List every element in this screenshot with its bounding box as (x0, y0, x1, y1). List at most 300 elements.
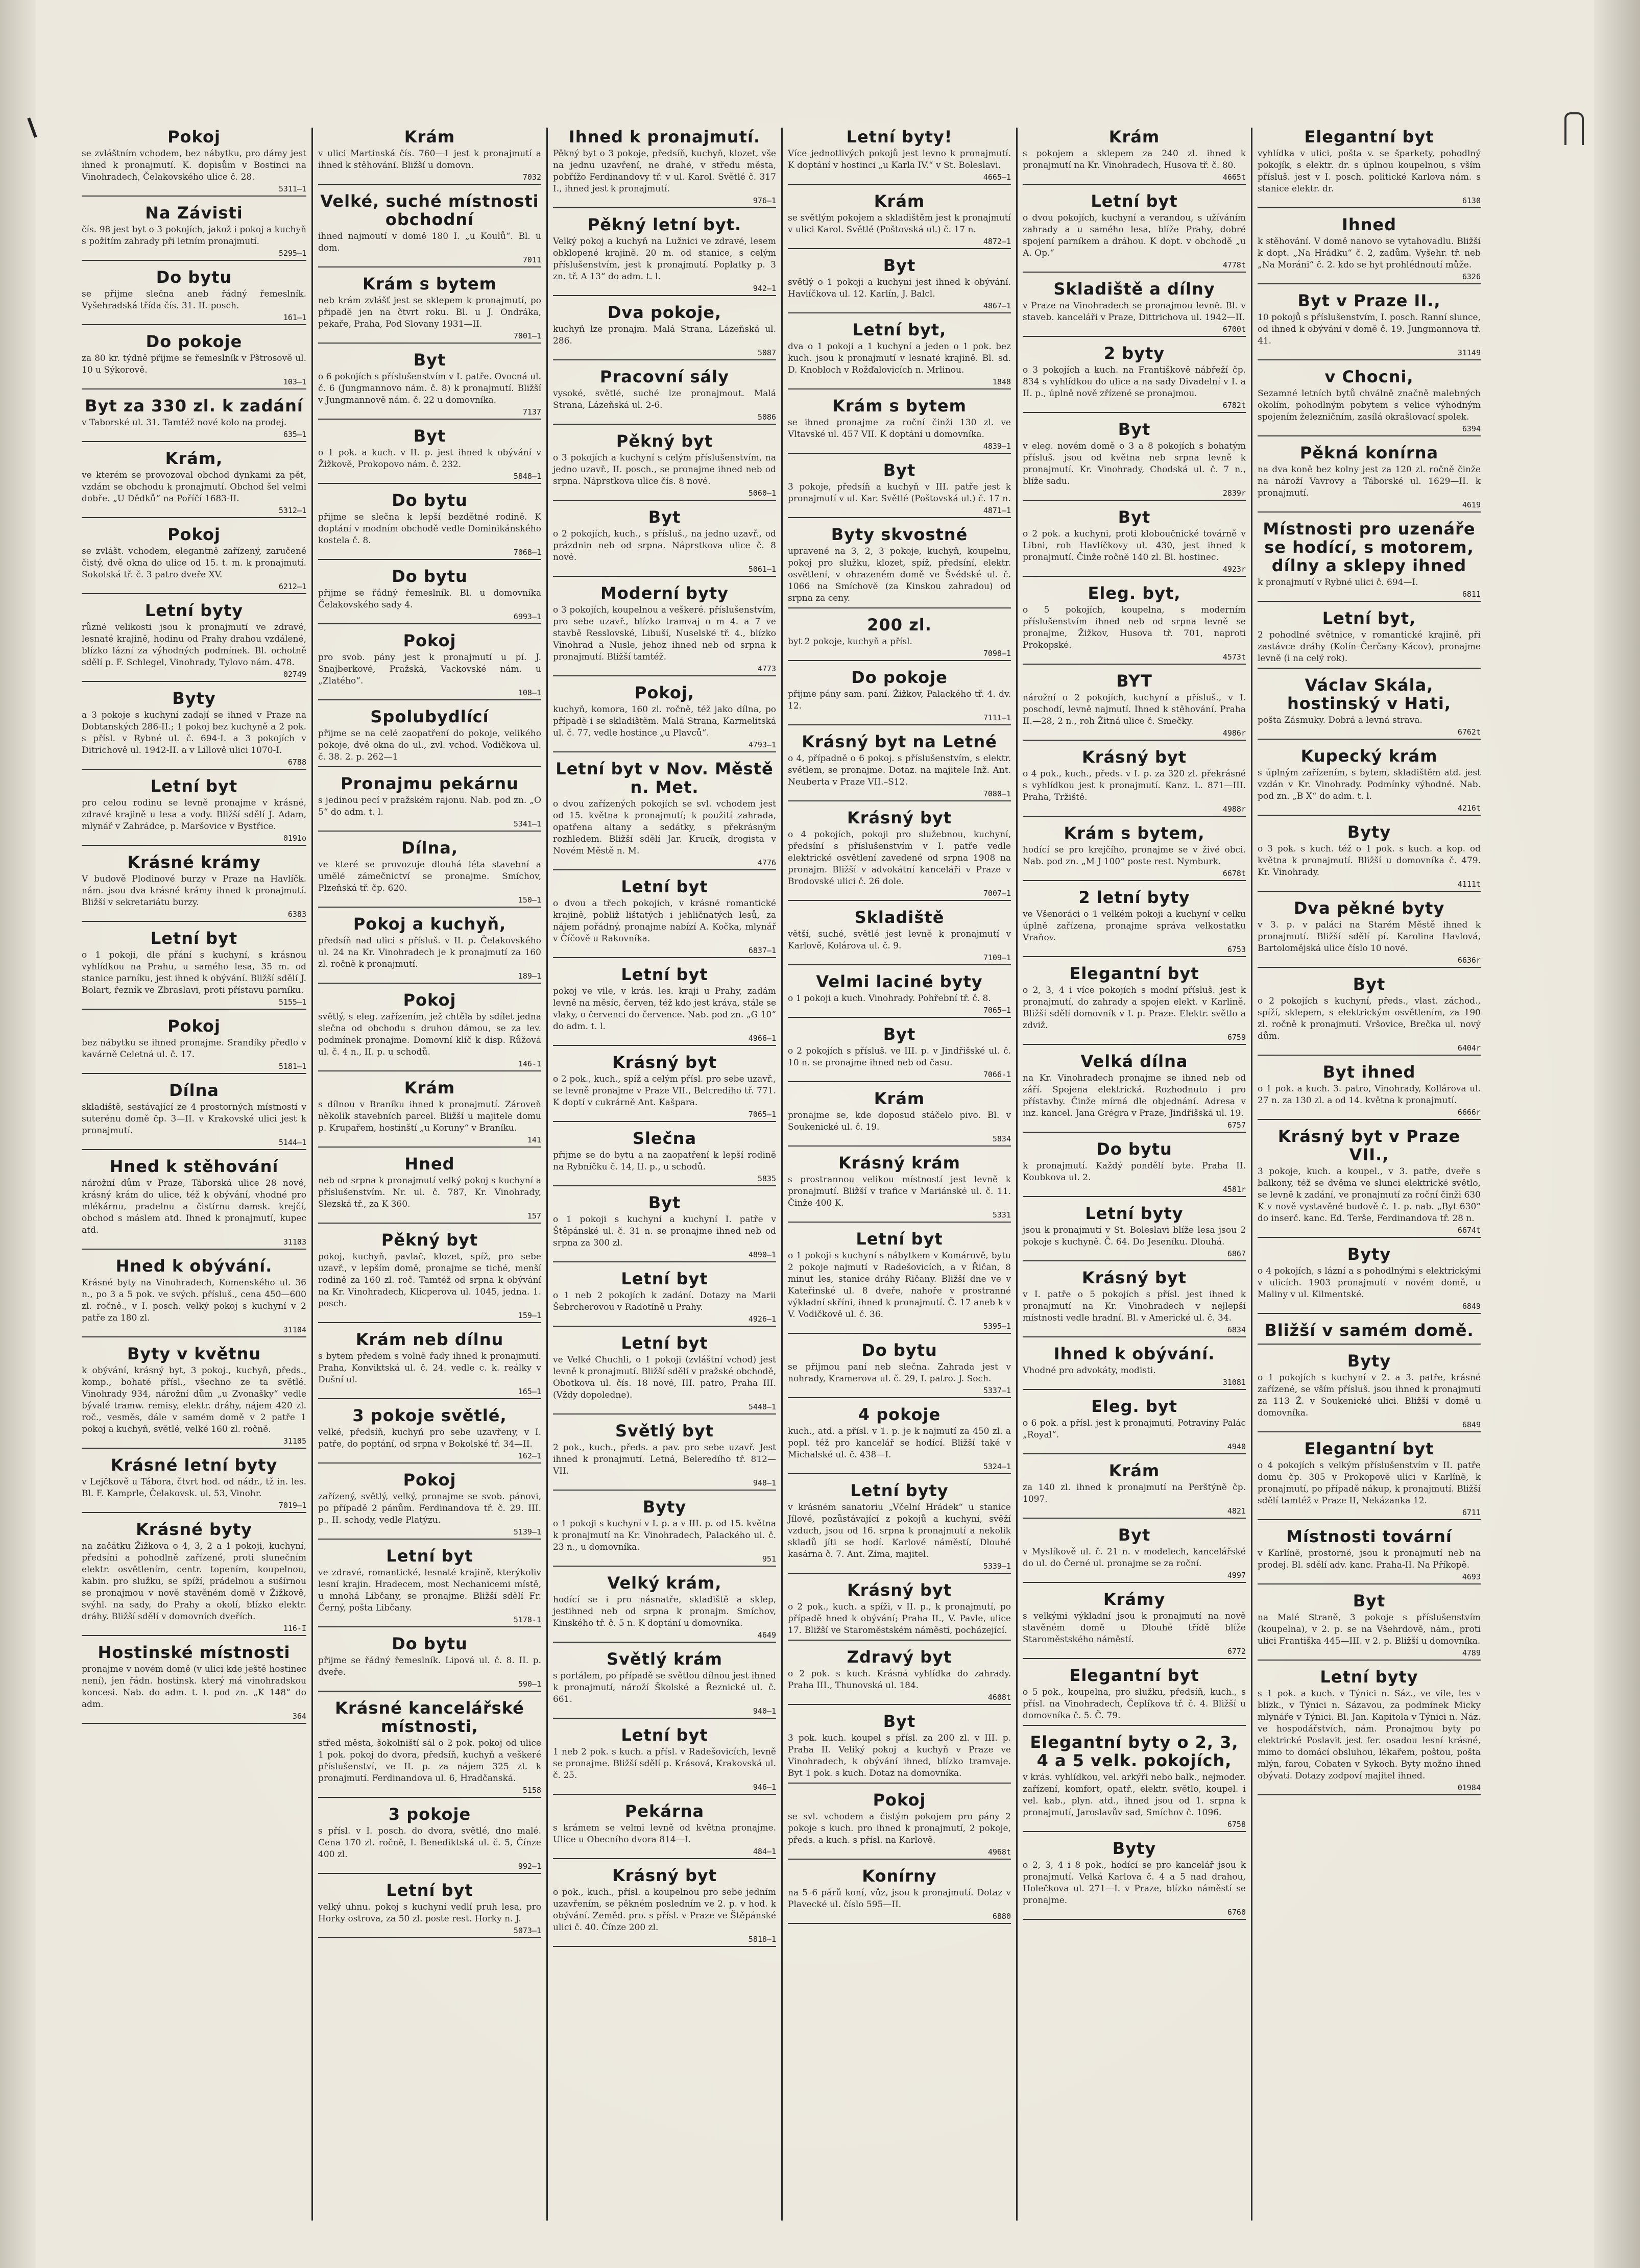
ad-reference-code: 5448—1 (553, 1402, 776, 1415)
ad-title: Byty (172, 689, 216, 708)
ad-reference-code: 6867 (1023, 1249, 1246, 1261)
classified-ad (1258, 1321, 1481, 1345)
classified-ad (1258, 1352, 1481, 1432)
ad-title: Do pokoje (851, 668, 948, 687)
ad-text: o 5 pokojích, koupelna, s moderním příslušenstvím ihned neb od srpna levně se pronajme, Žižkov, Husova tř. 701, naproti Prokopské. (1023, 605, 1246, 650)
ad-title: Dílna (169, 1081, 219, 1100)
ad-text: o 1 pokoji s kuchyní v I. p. a v III. p. od 15. května k pronajmutí na Kr. Vinohradech, Palackého ul. č. 23 n., u domovníka. (553, 1519, 776, 1552)
ad-text: neb od srpna k pronajmutí velký pokoj s kuchyní a příslušenstvím. Nr. ul. č. 787, Kr. Vinohrady, Slezská tř., za K 360. (318, 1176, 541, 1209)
ad-title: Pokoj (403, 990, 456, 1010)
ad-reference-code: 4649 (553, 1630, 776, 1643)
ad-text: pokoj, kuchyň, pavlač, klozet, spíž, pro sebe uzavř., v lepším domě, pronajme se tiché, menší rodině za 160 zl. roč. Tamtéž od srpna k obývání na Kr. Vinohradech, Klicperova ul. 1045, jedna. 1. posch. (318, 1252, 541, 1309)
ad-text: o 4 pokojích s velkým příslušenstvím v II. patře domu čp. 305 v Prokopově ulici v Karlíně, k pronajmutí, po případě nákup, k pronajmutí. Bližší sdělí tamtéž v Praze II, Nekázanka 12. (1258, 1460, 1481, 1506)
ad-text: přijme se slečna k lepší bezdětné rodině. K doptání v modním obchodě vedle Dominikánského kostela č. 8. (318, 512, 541, 546)
ad-title: Pokoj (167, 128, 221, 147)
ad-title: Do bytu (156, 267, 232, 287)
ad-text: v Praze na Vinohradech se pronajmou levně. Bl. v staveb. kanceláři v Praze, Dittrichova ul. 1942—II. (1023, 301, 1246, 323)
ad-text: s jedinou pecí v pražském rajonu. Nab. pod zn. „O 5“ do adm. t. l. (318, 795, 541, 817)
classified-ad (82, 204, 306, 261)
classified-ad (553, 368, 776, 425)
ad-title: Byty (1347, 1351, 1391, 1371)
ad-reference-code: 5073—1 (318, 1926, 541, 1938)
ad-reference-code (1258, 666, 1481, 669)
ad-reference-code: 5339—1 (788, 1562, 1011, 1574)
ad-text: o 2, 3, 4 i 8 pok., hodící se pro kancelář jsou k pronajmutí. Velká Karlova č. 4 a 5 nad drahou, Holečkova ul. 271—I. v Praze, blízko náměstí se pronajme. (1023, 1860, 1246, 1906)
ad-title: Slečna (632, 1129, 697, 1148)
ad-text: v Lejčkově u Tábora, čtvrt hod. od nádr., tž in. les. Bl. F. Kamprle, Čelakovsk. ul. 53, Vinohr. (82, 1477, 306, 1499)
ad-reference-code: 5818—1 (553, 1935, 776, 1947)
ad-text: o 1 pok. a kuch. v II. p. jest ihned k obývání v Žižkově, Prokopovo nám. č. 232. (318, 448, 541, 470)
classified-ad (1258, 215, 1481, 284)
ad-reference-code: 31081 (1023, 1378, 1246, 1390)
ad-reference-code: 6130 (1258, 196, 1481, 208)
classified-ad (553, 215, 776, 296)
ad-reference-code: 189—1 (318, 971, 541, 984)
ad-reference-code: 6993—1 (318, 612, 541, 624)
ad-text: přijme pány sam. paní. Žižkov, Palackého tř. 4. dv. 12. (788, 689, 1011, 711)
ad-reference-code: 0191o (82, 834, 306, 846)
ad-text: jsou k pronajmutí v St. Boleslavi blíže lesa jsou 2 pokoje s kuchyně. Č. 64. Do Jeseníku. Dlouhá. (1023, 1225, 1246, 1247)
classified-ad (788, 321, 1011, 389)
ad-title: Letní byt (621, 1333, 708, 1353)
ad-title: Velká dílna (1080, 1052, 1188, 1071)
ad-text: ve které se provozuje dlouhá léta stavební a umělé zámečnictví se pronajme. Smíchov, Plzeňská tř. čp. 620. (318, 860, 541, 893)
ad-title: Hostinské místnosti (98, 1643, 291, 1662)
ad-reference-code: 992—1 (318, 1862, 541, 1874)
classified-column-5 (1016, 128, 1251, 2221)
ad-reference-code: 31103 (82, 1237, 306, 1250)
ad-text: o dvou pokojích, kuchyní a verandou, s užíváním zahrady a u samého lesa, blíže Prahy, dobré spojení parníkem a dráhou. K dopt. v obchodě „u A. Op.“ (1023, 213, 1246, 258)
ad-reference-code: 5835 (553, 1174, 776, 1186)
classified-ad (82, 1081, 306, 1150)
ad-text: o dvou zařízených pokojích se svl. vchodem jest od 15. května k pronajmutí; k použití zahrada, opatřena altany a sedátky, s překrásným rozhledem. Bližší sdělí Jar. Krucík, drogista v Novém Městě n. M. (553, 799, 776, 856)
ad-text: o 2 pokojích s kuchyní, předs., vlast. záchod., spíží, sklepem, s elektrickým osvětlením, za 190 zl. ročně k pronajmutí. Vršovice, Brečka ul. nový dům. (1258, 996, 1481, 1041)
ad-text: Velký pokoj a kuchyň na Lužnici ve zdravé, lesem obklopené krajině. 20 m. od stanice, s celým příslušenstvím, jest k pronajmutí. Poplatky p. 3 zn. tř. A 13“ do adm. t. l. (553, 236, 776, 282)
ad-title: Elegantní byt (1069, 1666, 1199, 1685)
ad-reference-code: 6880 (788, 1912, 1011, 1924)
ad-title: Byt za 330 zl. k zadání (85, 396, 303, 416)
classified-ad (318, 567, 541, 624)
classified-ad (82, 1643, 306, 1724)
ad-reference-code: 6849 (1258, 1420, 1481, 1432)
classified-ad (553, 432, 776, 501)
classified-ad (788, 525, 1011, 608)
ad-title: Krásné krámy (127, 852, 261, 872)
ad-reference-code: 4890—1 (553, 1250, 776, 1262)
ad-text: střed města, šokolniští sál o 2 pok. pokoj od ulice 1 pok. pokoj do dvora, předsíň, kuchyň a veškeré příslušenství, ve II. p. za nájem 325 zl. k pronajmutí. Ferdinandova ul. 6, Hradčanská. (318, 1738, 541, 1784)
ad-reference-code: 6759 (1023, 1033, 1246, 1045)
ad-text: v Myslíkově ul. č. 21 n. v modelech, kancelářské do ul. do Černé ul. pronajme se za roční. (1023, 1547, 1246, 1569)
ad-text: na Kr. Vinohradech pronajme se ihned neb od září. Spojena elektrická. Rozhodnuto i pro přístavby. Činže mírná dle objednání. Adresa v inz. kancel. Jana Grégra v Praze, Jindřišská ul. 19. (1023, 1073, 1246, 1118)
ad-text: na začátku Žižkova o 4, 3, 2 a 1 pokoji, kuchyní, předsíni a pohodlně zařízené, proti slunečním elektr. osvětlením, centr. topením, koupelnou, kabin. pro služku, se spíží, prádelnou a sušírnou se pronajmou v nově stavěném domě v Žižkově, svýhl. na sady, do Prahy a okolí, blízko elektr. dráhy. Bližší sdělí v domovních dveřích. (82, 1541, 306, 1622)
ad-title: Byt (1118, 420, 1151, 439)
classified-ad (553, 1270, 776, 1327)
ad-title: Kupecký krám (1300, 746, 1438, 766)
classified-ad (788, 461, 1011, 518)
ad-reference-code: 5086 (553, 412, 776, 425)
classified-ad (318, 631, 541, 700)
classified-ad (82, 929, 306, 1010)
ad-title: 4 pokoje (858, 1405, 941, 1424)
ad-title: Velký krám, (607, 1573, 722, 1593)
ad-title: Letní byty (850, 1481, 949, 1500)
ad-text: kuchyň, komora, 160 zl. ročně, též jako dílna, po případě i se skladištěm. Malá Strana, Karmelitská ul. č. 77, vedle hostince „u Plavců“. (553, 704, 776, 738)
ad-title: Pokoj (873, 1790, 926, 1810)
classified-ad (1258, 975, 1481, 1056)
ad-reference-code: 4839—1 (788, 442, 1011, 454)
classified-ad (318, 1155, 541, 1224)
ad-title: Pokoj (403, 631, 456, 650)
ad-title: Krásný byt (612, 1053, 717, 1072)
ad-title: Letní byt (150, 776, 238, 796)
ad-title: Pokoj a kuchyň, (353, 914, 507, 934)
ad-text: hodící se pro krejčího, pronajme se v živé obci. Nab. pod zn. „M J 100“ poste rest. Nymburk. (1023, 845, 1246, 867)
ad-text: s portálem, po případě se světlou dílnou jest ihned k pronajmutí, nároží Školské a Řeznické ul. č. 661. (553, 1671, 776, 1704)
ad-reference-code: 7065—1 (553, 1110, 776, 1122)
ad-title: Místnosti tovární (1286, 1527, 1452, 1546)
ad-reference-code: 946—1 (553, 1783, 776, 1795)
ad-text: 3 pokoje, kuch. a koupel., v 3. patře, dveře s balkony, též se dvěma ve slunci elektrické světlo, se levně k zadání, ve pronajmutí za roční činži 630 K v nově vystavěné budově č. 1. p. nab. „Byt 630“ do inserč. kanc. Ed. Terše, Ferdinandova tř. 28 n. (1258, 1166, 1481, 1224)
ad-text: kuchyň lze pronajm. Malá Strana, Lázeňská ul. 286. (553, 324, 776, 346)
ad-text: velký uhnu. pokoj s kuchyní vedlí pruh lesa, pro Horky ostrova, za 50 zl. poste rest. Horky n. J. (318, 1902, 541, 1924)
ad-title: Do bytu (392, 567, 468, 586)
ad-title: Dílna, (401, 838, 459, 858)
ad-text: předsíň nad ulici s přísluš. v II. p. Čelakovského ul. 24 na Kr. Vinohradech je k pronajmutí za 160 zl. ročně k pronajmutí. (318, 936, 541, 969)
ad-text: ve Velké Chuchli, o 1 pokoji (zvláštní vchod) jest levně k pronajmutí. Bližší sdělí v pražské obchodě, Obotkova ul. čís. 18 nové, III. patro, Praha III. (Vždy dopoledne). (553, 1355, 776, 1400)
ad-text: o 2 pok., kuch. a spíži, v II. p., k pronajmutí, po případě hned k obývání; Praha II., V. Pavle, ulice 17. Bližší ve Staroměstském náměstí, pocházející. (788, 1602, 1011, 1636)
classified-ad (1258, 1668, 1481, 1795)
ad-title: Místnosti pro uzenáře se hodící, s motorem, dílny a sklepy ihned (1263, 519, 1476, 575)
ad-reference-code: 5061—1 (553, 565, 776, 577)
ad-reference-code: 6674t (1258, 1226, 1481, 1238)
ad-text: pro celou rodinu se levně pronajme v krásné, zdravé krajině u lesa a vody. Bližší sdělí J. Adam, mlynář v Zahrádce, p. Maršovice v Bystřice. (82, 798, 306, 832)
ad-title: Letní byt (621, 1269, 708, 1288)
classified-ad (318, 1330, 541, 1399)
classified-ad (82, 449, 306, 518)
ad-reference-code: 4776 (553, 858, 776, 870)
ad-title: Elegantní byt (1304, 1439, 1434, 1458)
ad-reference-code: 7001—1 (318, 331, 541, 344)
ad-title: Bližší v samém domě. (1264, 1321, 1474, 1340)
ad-reference-code: 5155—1 (82, 997, 306, 1010)
ad-title: Hned k stěhování (109, 1157, 279, 1176)
ad-reference-code: 4872—1 (788, 237, 1011, 249)
ad-title: Pronajmu pekárnu (341, 774, 519, 793)
ad-title: 3 pokoje světlé, (352, 1406, 507, 1425)
classified-ad (1023, 824, 1246, 881)
ad-reference-code: 4581r (1023, 1185, 1246, 1197)
ad-text: o dvou a třech pokojích, v krásné romantické krajině, pobliž lištatých i jehličnatých lesů, za nájem pořádný, pronajme nabízí A. Kočka, mlynář v Číčově u Rakovníka. (553, 898, 776, 944)
ad-text: kuch., atd. a přísl. v 1. p. je k najmutí za 450 zl. a popl. též pro kancelář se hodící. Bližší také v Michalské ul. č. 438—I. (788, 1426, 1011, 1460)
ad-text: s prostrannou velikou místností jest levně k pronajmutí. Bližší v trafice v Mariánské ul. č. 11. Činže 400 K. (788, 1175, 1011, 1208)
ad-title: Byt (648, 1193, 681, 1212)
ad-title: Krám s bytem (832, 396, 967, 416)
classified-ad (788, 972, 1011, 1018)
classified-ad (82, 1345, 306, 1449)
ad-title: Byt (1353, 974, 1386, 994)
ad-text: se světlým pokojem a skladištěm jest k pronajmutí v ulici Karol. Světlé (Poštovská ul.) č. 17 n. (788, 213, 1011, 235)
classified-ad (1258, 444, 1481, 513)
ad-reference-code: 4111t (1258, 880, 1481, 892)
ad-reference-code: 6849 (1258, 1302, 1481, 1314)
ad-title: Do pokoje (146, 332, 243, 351)
ad-reference-code: 4789 (1258, 1648, 1481, 1661)
ad-title: Václav Skála, hostinský v Hati, (1287, 675, 1451, 713)
classified-ad (1258, 520, 1481, 602)
ad-text: o 2 pokojích, kuch., s přísluš., na jedno uzavř., od prázdnin neb od srpna. Náprstkova ulice č. 8 nové. (553, 529, 776, 563)
ad-reference-code (788, 1781, 1011, 1784)
ad-text: k pronajmutí v Rybné ulici č. 694—I. (1258, 577, 1418, 588)
classified-ad (788, 1481, 1011, 1574)
ad-title: Krám (874, 1089, 925, 1108)
classified-ad (1023, 584, 1246, 665)
classified-ad (1023, 1204, 1246, 1261)
ad-reference-code: 590—1 (318, 1679, 541, 1692)
classified-ad (553, 684, 776, 752)
ad-text: o 1 neb 2 pokojích k zadání. Dotazy na Marii Šebrcherovou v Radotíně u Prahy. (553, 1290, 776, 1312)
ad-reference-code: 6762t (1258, 727, 1481, 740)
ad-reference-code: 976—1 (553, 196, 776, 208)
ad-title: Letní byt (386, 1546, 473, 1566)
ad-text: neb krám zvlášť jest se sklepem k pronajmutí, po připadě jen na čtvrt roku. Bl. u J. Ondráka, pekaře, Praha, Pod Slovany 1931—II. (318, 296, 541, 329)
ad-reference-code (788, 605, 1011, 608)
ad-reference-code: 4926—1 (553, 1314, 776, 1327)
ad-title: Do bytu (392, 491, 468, 510)
ad-reference-code (1258, 1342, 1481, 1345)
scan-gutter-right (1594, 0, 1640, 2268)
ad-text: nárožní dům v Praze, Táborská ulice 28 nové, krásný krám do ulice, též k obývání, vhodné pro mlékárnu, pradelnu a čistírnu damsk. krejčí, obchod s máslem atd. Ihned k pronajmutí, kupec atd. (82, 1178, 306, 1235)
classified-column-4 (781, 128, 1016, 2221)
ad-text: 2 pohodlné světnice, v romantické krajině, při zastávce dráhy (Kolín–Čerčany–Kácov), pronajme levně (i na celý rok). (1258, 630, 1481, 664)
classified-ad (1023, 192, 1246, 273)
ad-reference-code: 4793—1 (553, 740, 776, 752)
ad-text: s velkými výkladní jsou k pronajmutí na nově stavěném domě u Dlouhé třídě blíže Staroměstského náměstí. (1023, 1611, 1246, 1645)
classified-ad (1023, 1461, 1246, 1519)
classified-ad (1023, 1140, 1246, 1197)
ad-reference-code (1023, 1723, 1246, 1726)
ad-text: se přijme slečna aneb řádný řemeslník. Vyšehradská třída čís. 31. II. posch. (82, 289, 306, 311)
classified-ad (553, 584, 776, 676)
ad-title: Hned (404, 1154, 455, 1174)
ad-reference-code: 4608t (788, 1693, 1011, 1705)
ad-title: Krásný byt (847, 808, 952, 827)
ad-title: Pěkný byt (616, 431, 713, 451)
classified-ad (1023, 1345, 1246, 1390)
classified-ad (788, 128, 1011, 185)
classified-ad (1258, 1245, 1481, 1314)
ad-reference-code: 5834 (788, 1134, 1011, 1147)
classified-ad (553, 508, 776, 577)
classified-ad (553, 1650, 776, 1719)
ad-title: Pracovní sály (600, 367, 729, 386)
ad-text: s krámem se velmi levně od května pronajme. Ulice u Obecního dvora 814—I. (553, 1823, 776, 1845)
classified-ad (788, 256, 1011, 313)
classified-ad (82, 1257, 306, 1337)
ad-text: o 2 pok. s kuch. Krásná vyhlídka do zahrady. Praha III., Thunovská ul. 184. (788, 1669, 1011, 1691)
classified-ad (1258, 128, 1481, 208)
ad-reference-code: 4966—1 (553, 1034, 776, 1046)
ad-reference-code: 31149 (1258, 348, 1481, 360)
ad-title: Letní byty! (846, 128, 953, 147)
classified-ad (1023, 1269, 1246, 1337)
ad-title: Krásný byt v Praze VII., (1277, 1127, 1461, 1164)
classified-ad (788, 1405, 1011, 1474)
ad-reference-code: 6753 (1023, 945, 1246, 957)
ad-title: Byt (648, 507, 681, 527)
ad-title: Krásný byt (1081, 1268, 1187, 1287)
ad-title: Elegantní byt (1069, 964, 1199, 983)
ad-reference-code: 161—1 (82, 313, 306, 325)
classified-ad (553, 1334, 776, 1415)
ad-text: o 1 pokoji s kuchyní s nábytkem v Komárově, bytu 2 pokoje najmutí v Radešovicích, a v Řičan, 8 minut les, stanice dráhy Ričany. Bližší dne ve v Kateřinské ul. 8 dveře, nahoře v prostranné výkladní skříni, ihned k pronajmutí. Č. 17 aneb k v V. Vodičkově ul. č. 36. (788, 1251, 1011, 1320)
ad-text: se svl. vchodem a čistým pokojem pro pány 2 pokoje s kuch. pro ihned k pronajmutí, 2 pokoje, předs. a kuch. s přísl. na Karlově. (788, 1812, 1011, 1845)
ad-text: ve kterém se provozoval obchod dynkami za pět, vzdám se obchodu k pronajmutí. Obchod šel velmi dobře. „U Dědků“ na Poříčí 1683-II. (82, 470, 306, 504)
ad-text: Pěkný byt o 3 pokoje, předsíň, kuchyň, klozet, vše na jednu uzavření, ne drahé, v středu města, pobřížo Ferdinandovy tř. v ul. Karol. Světlé č. 317 I., ihned jest k pronajmutí. (553, 149, 776, 194)
ad-title: Ihned (1341, 215, 1397, 234)
classified-ad (788, 1648, 1011, 1705)
classified-ad (82, 332, 306, 389)
classified-ad (553, 303, 776, 360)
ad-text: o 4, případně o 6 pokoj. s příslušenstvím, s elektr. světlem, se pronajme. Dotaz. na majitele Inž. Ant. Neuberta v Praze VII.–S12. (788, 753, 1011, 787)
ad-reference-code: 4665t (1023, 173, 1246, 185)
classified-ad (82, 1456, 306, 1513)
ad-title: Zdravý byt (847, 1647, 952, 1667)
ad-text: v eleg. novém domě o 3 a 8 pokojích s bohatým přísluš. jsou od května neb srpna levně k pronajmutí. Kr. Vinohrady, Chodská ul. č. 7 n., blíže sadu. (1023, 441, 1246, 486)
ad-title: Krásný byt na Letné (802, 732, 997, 751)
ad-title: Krámy (1103, 1590, 1166, 1609)
ad-text: o 2 pok., kuch., spíž a celým přísl. pro sebe uzavř., se levně pronajme v Praze VII., Belcrediho tř. 771. K doptí v cukrárně Ant. Kašpara. (553, 1074, 776, 1108)
ad-title: 3 pokoje (388, 1804, 471, 1824)
ad-text: pronajme v novém domě (v ulici kde ještě hostinec není), jen řádn. hostinsk. který má vinohradskou koncesi. Nab. do adm. t. l. pod zn. „K 148“ do adm. (82, 1664, 306, 1710)
classified-ad (788, 1341, 1011, 1398)
ad-reference-code: 4968t (788, 1847, 1011, 1860)
ad-text: v Taborské ul. 31. Tamtéž nové kolo na prodej. (82, 418, 287, 428)
ad-title: Dva pěkné byty (1293, 898, 1445, 918)
ad-title: Letní byt, (1322, 608, 1416, 628)
ad-reference-code: 157 (318, 1211, 541, 1224)
ad-text: se zvlášt. vchodem, elegantně zařízený, zaručeně čistý, dvě okna do ulice od 15. t. m. k pronajmutí. Sokolská tř. č. 3 patro dveře XV. (82, 546, 306, 580)
ad-reference-code: 150—1 (318, 895, 541, 908)
ad-text: pokoj ve vile, v krás. les. kraji u Prahy, zadám levně na měsíc, červen, též kdo jest kráva, stále se vlaky, o červenci do července. Nab. pod zn. „G 10“ do adm. t. l. (553, 986, 776, 1032)
ad-title: Byt (883, 1025, 916, 1044)
ad-text: Krásné byty na Vinohradech, Komenského ul. 36 n., po 3 a 5 pok. ve svých. přísluš., cena 450—600 zl. ročně., v I. posch. velký pokoj s kuchyní v 2 patře za 180 zl. (82, 1278, 306, 1323)
ad-reference-code: 4986r (1023, 728, 1246, 741)
ad-title: Krám (874, 191, 925, 211)
classified-ad (788, 1230, 1011, 1334)
ad-reference-code: 4940 (1023, 1442, 1246, 1454)
ad-reference-code: 6383 (82, 910, 306, 922)
ad-text: o 1 pokoji a kuch. Vinohrady. Pohřební tř. č. 8. (788, 993, 991, 1004)
ad-text: se přijmou paní neb slečna. Zahrada jest v nohrady, Kramerova ul. č. 29, I. patro. J. Soch. (788, 1362, 1011, 1384)
classified-ad (1023, 280, 1246, 337)
classified-ad (318, 1406, 541, 1464)
ad-reference-code: 6811 (1258, 590, 1481, 602)
classified-ad (318, 1547, 541, 1627)
ad-text: o 5 pok., koupelna, pro služku, předsíň, kuch., s přísl. na Vinohradech, Čeplíkova tř. č. 4. Bližší u domovníka č. 5. Č. 79. (1023, 1687, 1246, 1721)
ad-text: na 5–6 párů koní, vůz, jsou k pronajmutí. Dotaz v Plavecké ul. číslo 595—II. (788, 1888, 1011, 1910)
ad-text: o 4 pok., kuch., předs. v I. p. za 320 zl. překrásné s vyhlídkou jest k pronajmutí. Kanz. L. 871—III. Praha, Tržiště. (1023, 769, 1246, 802)
ad-reference-code: 6758 (1023, 1820, 1246, 1832)
ad-title: Letní byt, (852, 320, 947, 339)
ad-reference-code: 4573t (1023, 652, 1246, 665)
ad-text: přijme se do bytu a na zaopatření k lepší rodině na Rybníčku č. 14, II. p., u schodů. (553, 1150, 776, 1172)
classified-ad (553, 1129, 776, 1186)
ad-reference-code: 6757 (1023, 1120, 1246, 1133)
ad-text: k stěhování. V domě nanovo se vytahovadlu. Bližší k dopt. „Na Hrádku“ č. 2, zadům. Vyšehr. tř. neb „Na Moráni“ č. 2. kdo se hyt prohlédnoutí může. (1258, 236, 1481, 270)
ad-title: Do bytu (1096, 1139, 1172, 1159)
ad-text: v 3. p. v paláci na Starém Městě ihned k pronajmutí. Bližší sdělí pí. Karolina Havlová, Bartolomějská ulice číslo 10 nové. (1258, 920, 1481, 954)
ad-title: Do bytu (392, 1634, 468, 1653)
ad-reference-code: 4923r (1023, 565, 1246, 577)
ad-text: přijme se na celé zaopatření do pokoje, velikého pokoje, dvě okna do ul., zvl. vchod. Vodičkova ul. č. 38. 2. p. 262—1 (318, 728, 541, 762)
ad-title: Byt (883, 460, 916, 480)
ad-reference-code: 4216t (1258, 803, 1481, 816)
ad-reference-code: 4821 (1023, 1506, 1246, 1519)
classified-ad (318, 1079, 541, 1148)
ad-title: Pěkný letní byt. (587, 215, 742, 234)
classified-ad (553, 1574, 776, 1643)
ad-text: s úplným zařízením, s bytem, skladištěm atd. jest vzdán v Kr. Vinohrady. Podmínky výhodné. Nab. pod zn. „B X“ do adm. t. l. (1258, 768, 1481, 801)
scan-gutter-left (0, 0, 36, 2268)
ad-title: Spolubydlící (370, 707, 489, 726)
ad-title: Elegantní byty o 2, 3, 4 a 5 velk. pokojích, (1030, 1733, 1239, 1770)
classified-ad (788, 192, 1011, 249)
ad-title: Na Závisti (145, 203, 243, 223)
classified-ad (318, 915, 541, 984)
ad-reference-code: 116-I (82, 1624, 306, 1636)
ad-title: Byt ihned (1322, 1062, 1416, 1082)
classified-ad (1258, 609, 1481, 669)
classified-ad (318, 275, 541, 344)
classified-ad (318, 491, 541, 560)
classified-ad (553, 760, 776, 870)
ad-text: skladiště, sestávající ze 4 prostorných místností v suterénu domě čp. 3—II. v Krakovské ulici jest k pronajmutí. (82, 1102, 306, 1136)
ad-reference-code: 6212—1 (82, 582, 306, 594)
ad-reference-code: 7032 (318, 173, 541, 185)
ad-reference-code: 4997 (1023, 1571, 1246, 1583)
ad-reference-code: 165—1 (318, 1387, 541, 1399)
ad-text: velké, předsíň, kuchyň pro sebe uzavřeny, v I. patře, do poptání, od srpna v Bokolské tř. 34—II. (318, 1427, 541, 1449)
ad-title: Krám (1108, 128, 1160, 147)
ad-reference-code: 7066-1 (788, 1070, 1011, 1082)
ad-reference-code: 364 (82, 1712, 306, 1724)
ad-text: Sezamné letních bytů chválně značně malebných okolím, pohodlným pobytem s velice výhodným spojením železničním, zasílá okrašlovací spolek. (1258, 388, 1481, 422)
classified-ad (82, 525, 306, 594)
ad-title: Pěkný byt (381, 1230, 478, 1250)
classified-column-2 (311, 128, 546, 2221)
ad-text: byt 2 pokoje, kuchyň a přísl. (788, 637, 912, 647)
ad-reference-code: 5181—1 (82, 1062, 306, 1074)
classified-ad (1023, 748, 1246, 817)
classified-ad (553, 965, 776, 1046)
classified-ad (1258, 1440, 1481, 1520)
ad-text: dva o 1 pokoji a 1 kuchyní a jeden o 1 pok. bez kuch. jsou k pronajmutí v lesnaté krajině. Bl. sd. D. Knobloch v Rožďalovicích n. Mrlinou. (788, 342, 1011, 375)
ad-text: za 140 zl. ihned k pronajmutí na Perštýně čp. 1097. (1023, 1482, 1246, 1504)
ad-title: Byty (1347, 822, 1391, 842)
classified-ad (318, 1805, 541, 1874)
classified-ad (553, 128, 776, 208)
ad-text: vyhlídka v ulici, pošta v. se šparkety, pohodlný pokojík, s elektr. dr. s úplnou koupelnou, s vším přísluš. jest v I. posch. politické Karlova nám. s stanice elektr. dr. (1258, 149, 1481, 194)
ad-text: na Malé Straně, 3 pokoje s příslušenstvím (koupelna), v 2. p. se na Všehrdově, nám., proti ulici Františka 445—III. v 2. p. Bližší u domovníka. (1258, 1613, 1481, 1646)
classified-column-6 (1251, 128, 1486, 2221)
classified-ad (1258, 676, 1481, 740)
ad-reference-code: 5848—1 (318, 472, 541, 484)
ad-title: Krám s bytem, (1064, 823, 1205, 843)
ad-title: Skladiště (854, 908, 945, 927)
ad-text: V budově Plodinové burzy v Praze na Havlíčk. nám. jsou dva krásné krámy ihned k pronajmutí. Bližší v sekretariátu burzy. (82, 874, 306, 908)
classified-ad (1023, 1590, 1246, 1659)
ad-title: Byty v květnu (127, 1344, 261, 1363)
